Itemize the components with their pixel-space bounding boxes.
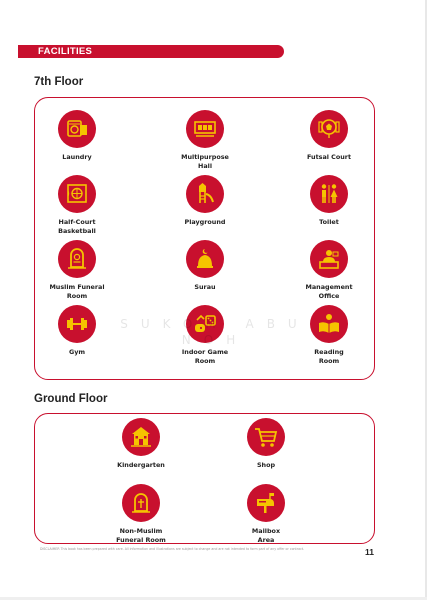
- facility-label: Laundry: [62, 153, 92, 161]
- watermark: SUKOM ABU NOH: [120, 317, 310, 347]
- facility-label: Shop: [256, 461, 276, 469]
- panel-ground-floor: [34, 413, 375, 544]
- facility-laundry: [37, 110, 117, 162]
- floor-title-7th: 7th Floor: [34, 76, 84, 88]
- playground-icon: [186, 175, 224, 213]
- facility-non-muslim-funeral-room: [101, 484, 181, 544]
- basketball-icon: [58, 175, 96, 213]
- facility-label: Mailbox Area: [251, 527, 281, 544]
- facility-mailbox-area: [226, 484, 306, 544]
- facility-label: Reading Room: [314, 348, 344, 365]
- facility-management-office: [289, 240, 369, 300]
- facility-label: Indoor Game Room: [181, 348, 229, 365]
- gym-icon: [58, 305, 96, 343]
- facility-label: Non-Muslim Funeral Room: [116, 527, 166, 544]
- facility-shop: [226, 418, 306, 470]
- facility-label: Toilet: [319, 218, 339, 226]
- facility-kindergarten: [101, 418, 181, 470]
- muslim-funeral-room-icon: [58, 240, 96, 278]
- facility-multipurpose-hall: [165, 110, 245, 170]
- facility-label: Half-Court Basketball: [58, 218, 96, 235]
- facility-label: Gym: [68, 348, 86, 356]
- section-banner: FACILITIES: [18, 45, 284, 58]
- facility-label: Surau: [194, 283, 216, 291]
- facility-label: Playground: [184, 218, 226, 226]
- non-muslim-funeral-room-icon: [122, 484, 160, 522]
- shopping-cart-icon: [247, 418, 285, 456]
- toilet-icon: [310, 175, 348, 213]
- kindergarten-icon: [122, 418, 160, 456]
- facility-label: Multipurpose Hall: [181, 153, 229, 170]
- disclaimer-text: DISCLAIMER This book has been prepared with care. All information and illustrations are subject to change and are not intended to form part of any offer or contract.: [40, 547, 305, 551]
- page-number: 11: [365, 547, 374, 557]
- facility-surau: [165, 240, 245, 292]
- facility-label: Futsal Court: [306, 153, 352, 161]
- surau-icon: [186, 240, 224, 278]
- laundry-icon: [58, 110, 96, 148]
- multipurpose-hall-icon: [186, 110, 224, 148]
- facility-muslim-funeral-room: [37, 240, 117, 300]
- facility-half-court-basketball: [37, 175, 117, 235]
- facility-label: Management Office: [305, 283, 353, 300]
- facility-futsal-court: [289, 110, 369, 162]
- mailbox-icon: [247, 484, 285, 522]
- futsal-court-icon: [310, 110, 348, 148]
- facility-toilet: [289, 175, 369, 227]
- facility-label: Muslim Funeral Room: [49, 283, 105, 300]
- floor-title-ground: Ground Floor: [34, 393, 108, 405]
- management-office-icon: [310, 240, 348, 278]
- facility-playground: [165, 175, 245, 227]
- facility-label: Kindergarten: [117, 461, 165, 469]
